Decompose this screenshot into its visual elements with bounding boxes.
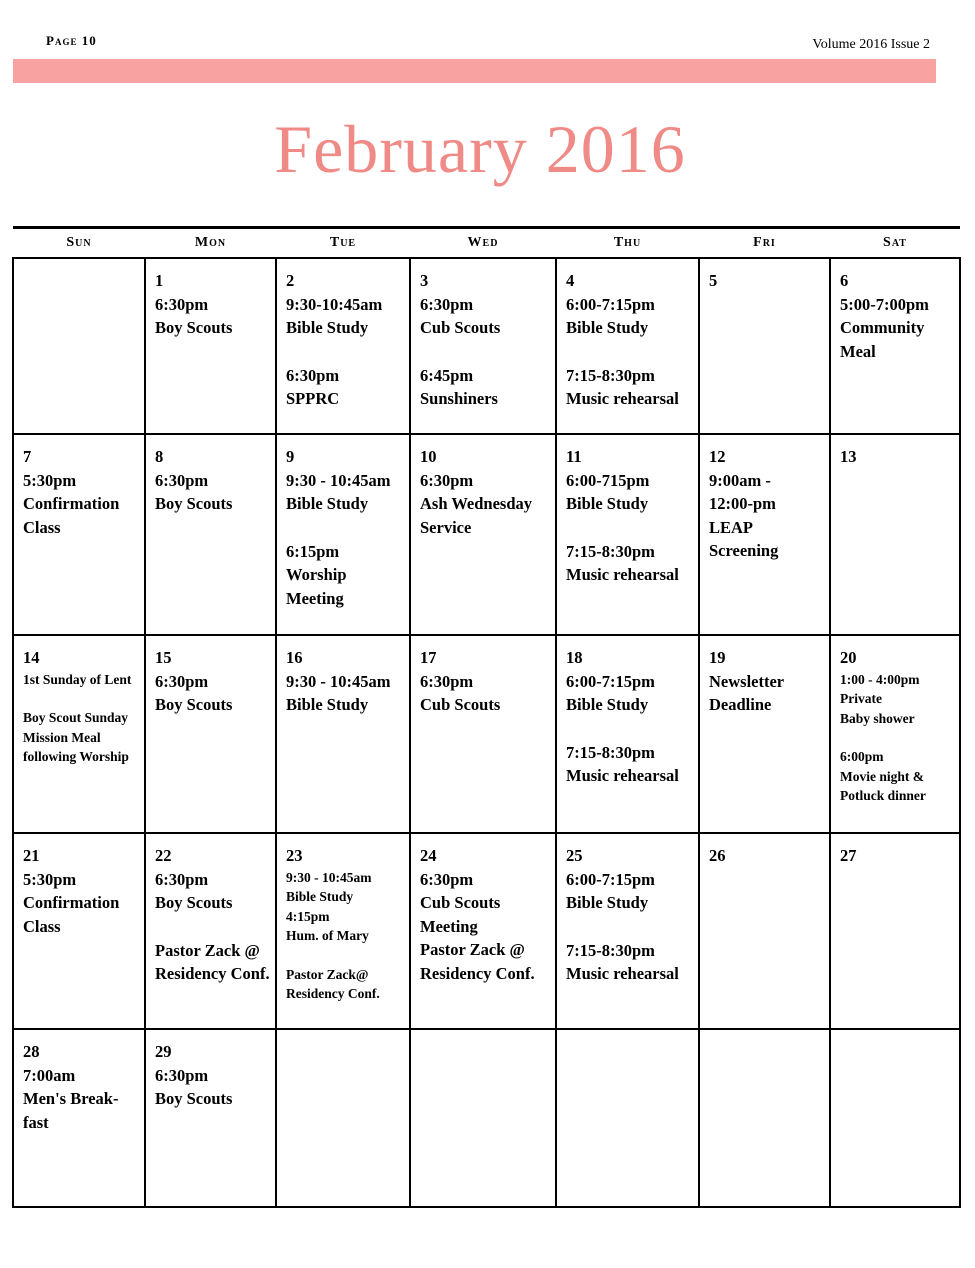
calendar-event: 6:30pm Boy Scouts [155,869,233,912]
day-cell [276,1029,410,1207]
calendar-event: 5:00-7:00pm Community Meal [840,294,929,361]
day-number: 12 [709,447,726,466]
day-number: 29 [155,1042,172,1061]
day-cell [699,258,830,434]
day-cell [145,833,276,1029]
day-cell [13,434,145,635]
calendar-event: 6:30pm Boy Scouts [155,470,233,513]
day-cell [276,434,410,635]
day-cell [830,635,960,833]
day-number: 6 [840,271,849,290]
week-row [13,434,960,635]
day-cell [830,434,960,635]
day-cell [556,1029,699,1207]
calendar-event: 9:30 - 10:45am Bible Study [286,470,391,513]
day-cell [556,434,699,635]
day-cell [13,1029,145,1207]
calendar-grid [12,226,961,1208]
calendar-event: Pastor Zack@ Residency Conf. [286,966,380,1001]
weekday-header-row [13,228,960,259]
calendar-event: 6:30pm Cub Scouts Meeting Pastor Zack @ Residency Conf. [420,869,535,983]
day-cell [276,258,410,434]
day-number: 23 [286,846,303,865]
day-cell [699,635,830,833]
calendar-event: 6:30pm SPPRC [286,365,340,408]
weekday-header: Mon [145,228,276,259]
calendar-event: 6:30pm Ash Wednesday Service [420,470,533,537]
day-number: 27 [840,846,857,865]
week-row [13,635,960,833]
calendar-event: 6:15pm Worship Meeting [286,541,347,608]
day-cell [410,635,556,833]
calendar-event: 6:30pm Boy Scouts [155,671,233,714]
calendar-event: 5:30pm Confirmation Class [23,470,120,537]
day-number: 22 [155,846,172,865]
calendar-event: 9:30 - 10:45am Bible Study 4:15pm Hum. of Mary [286,869,372,943]
day-number: 7 [23,447,32,466]
day-cell [830,1029,960,1207]
day-cell [556,258,699,434]
calendar-event: 6:00-7:15pm Bible Study [566,671,655,714]
week-row [13,833,960,1029]
calendar-event: 7:15-8:30pm Music rehearsal [566,940,679,983]
calendar-event: 9:30-10:45am Bible Study [286,294,383,337]
weekday-header: Thu [556,228,699,259]
day-number: 3 [420,271,429,290]
calendar-event: 6:30pm Boy Scouts [155,294,233,337]
page-number: Page 10 [46,33,97,48]
day-number: 14 [23,648,40,667]
calendar-event: 6:30pm Boy Scouts [155,1065,233,1108]
calendar-event: 6:30pm Cub Scouts [420,671,501,714]
volume-issue: Volume 2016 Issue 2 [812,37,930,52]
calendar-event: 6:30pm Cub Scouts [420,294,501,337]
day-number: 2 [286,271,295,290]
calendar-event: 6:00-7:15pm Bible Study [566,869,655,912]
day-cell [410,833,556,1029]
day-cell [276,635,410,833]
weekday-header: Fri [699,228,830,259]
day-cell [410,434,556,635]
calendar-event: 1:00 - 4:00pm Private Baby shower [840,671,920,726]
day-cell [145,1029,276,1207]
day-number: 20 [840,648,857,667]
calendar-event: 6:00-7:15pm Bible Study [566,294,655,337]
weekday-header: Tue [276,228,410,259]
calendar-event: 7:15-8:30pm Music rehearsal [566,365,679,408]
day-cell [145,434,276,635]
day-cell [276,833,410,1029]
day-cell [699,1029,830,1207]
header-accent-bar [13,59,936,83]
day-number: 18 [566,648,583,667]
day-cell [13,635,145,833]
calendar-event: Newsletter Deadline [709,671,784,714]
day-cell [830,833,960,1029]
calendar-event: 7:15-8:30pm Music rehearsal [566,742,679,785]
day-cell [13,833,145,1029]
calendar-event: Boy Scout Sunday Mission Meal following Worship [23,710,129,764]
day-number: 21 [23,846,40,865]
day-cell [699,434,830,635]
day-number: 16 [286,648,303,667]
day-cell [410,1029,556,1207]
day-number: 17 [420,648,437,667]
calendar-event: 9:00am - 12:00-pm LEAP Screening [709,470,779,560]
day-cell [556,635,699,833]
day-number: 9 [286,447,295,466]
day-number: 10 [420,447,437,466]
calendar-event: 6:00pm Movie night & Potluck dinner [840,749,926,803]
day-number: 1 [155,271,164,290]
week-row [13,1029,960,1207]
calendar-event: 5:30pm Confirmation Class [23,869,120,936]
day-cell [13,258,145,434]
day-cell [410,258,556,434]
day-number: 13 [840,447,857,466]
day-number: 8 [155,447,164,466]
weekday-header: Wed [410,228,556,259]
calendar-title: February 2016 [274,111,686,187]
calendar-event: 7:00am Men's Break-fast [23,1065,119,1132]
calendar-event: 9:30 - 10:45am Bible Study [286,671,391,714]
day-cell [145,635,276,833]
day-cell [830,258,960,434]
day-cell [145,258,276,434]
day-number: 11 [566,447,582,466]
calendar-event: 6:45pm Sunshiners [420,365,498,408]
calendar-event: Pastor Zack @ Residency Conf. [155,940,270,983]
day-number: 28 [23,1042,40,1061]
weekday-header: Sat [830,228,960,259]
week-row [13,258,960,434]
day-number: 24 [420,846,437,865]
day-number: 15 [155,648,172,667]
day-cell [556,833,699,1029]
day-number: 26 [709,846,726,865]
day-number: 19 [709,648,726,667]
calendar-event: 7:15-8:30pm Music rehearsal [566,541,679,584]
weekday-header: Sun [13,228,145,259]
day-cell [699,833,830,1029]
day-number: 5 [709,271,718,290]
calendar-event: 6:00-715pm Bible Study [566,470,650,513]
day-number: 25 [566,846,583,865]
calendar-event: 1st Sunday of Lent [23,671,132,687]
day-number: 4 [566,271,575,290]
